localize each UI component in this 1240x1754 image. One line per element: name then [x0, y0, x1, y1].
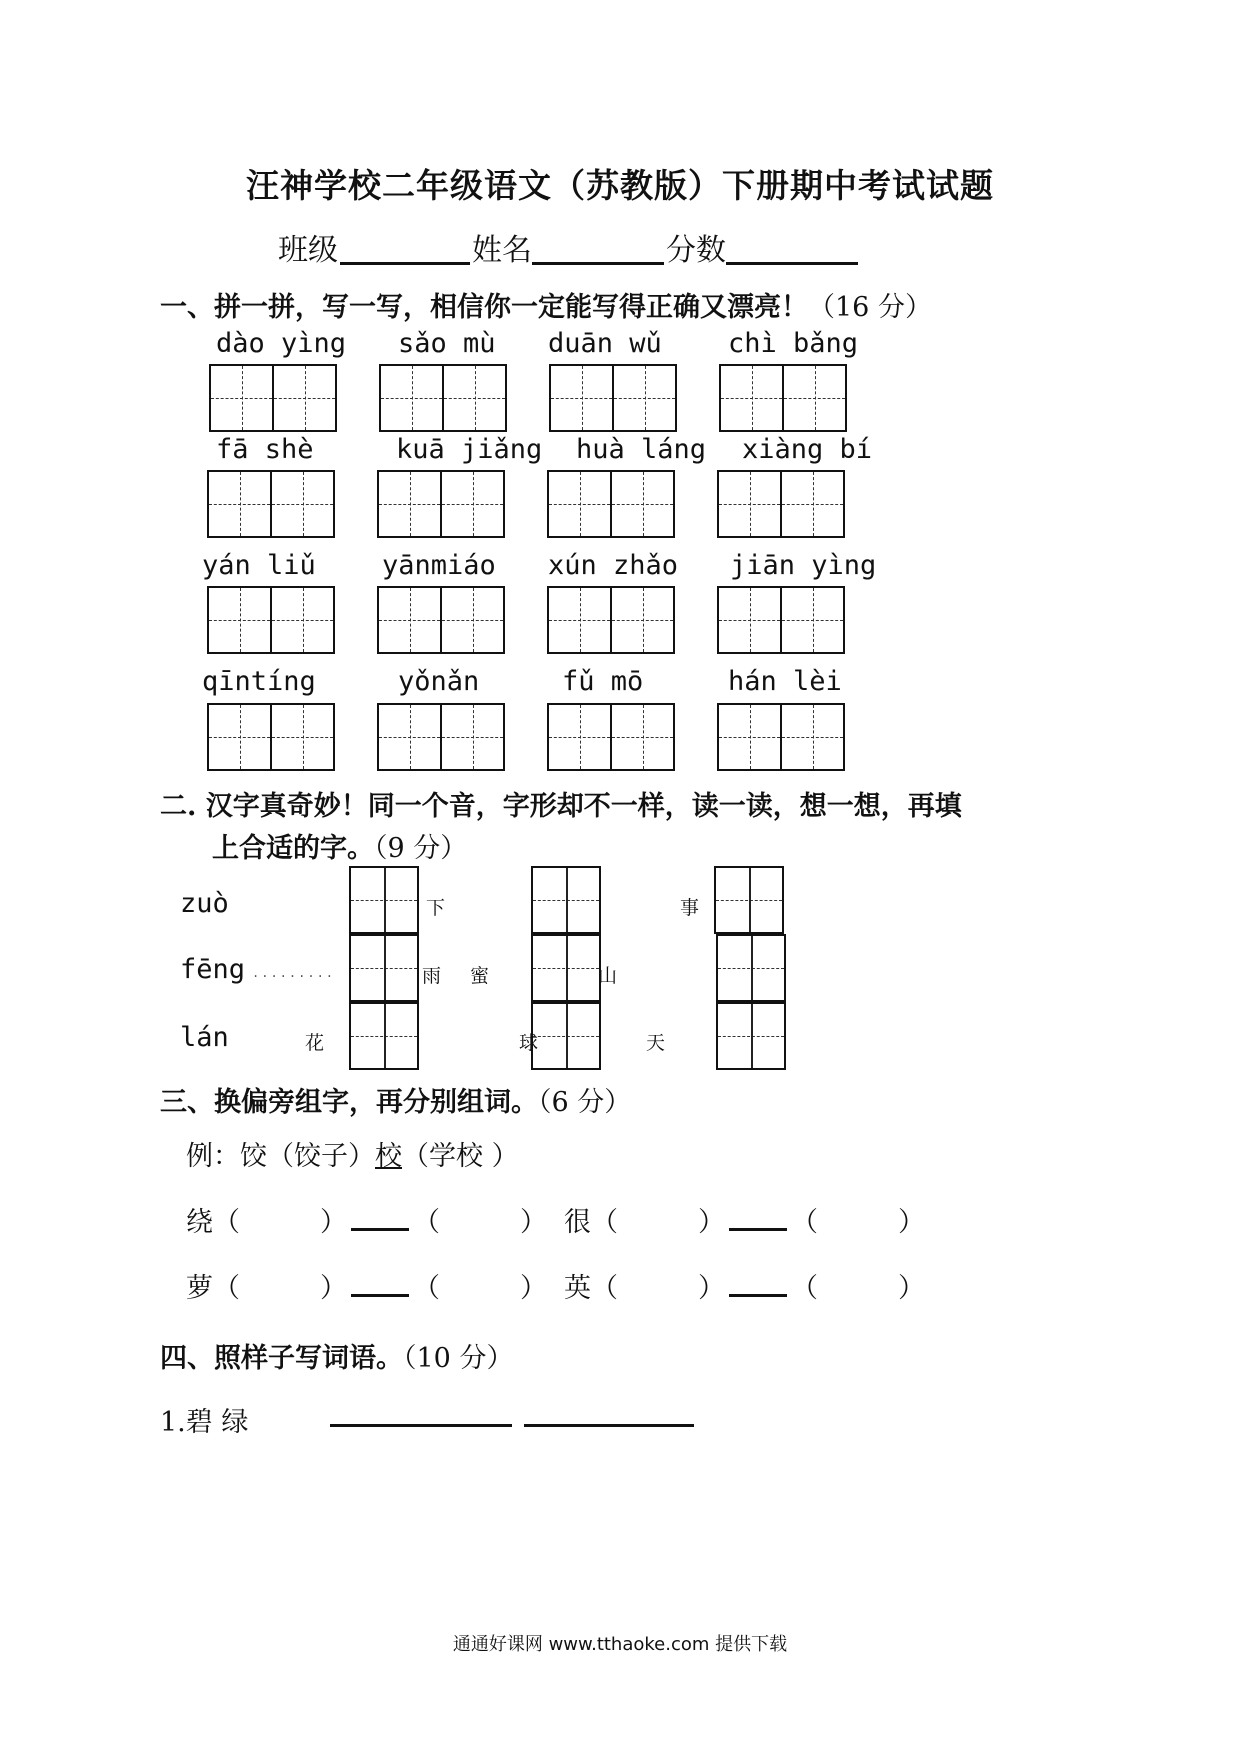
- char-grid-3-3[interactable]: [547, 586, 675, 654]
- class-field[interactable]: [340, 228, 470, 265]
- section3-score: （6 分）: [538, 1087, 632, 1118]
- char-grid-1-4[interactable]: [719, 364, 847, 432]
- paren-open: （: [213, 1273, 240, 1304]
- pinyin-1-2: sǎo mù: [398, 328, 496, 359]
- char-grid-4-4[interactable]: [717, 703, 845, 771]
- char-grid-4-3[interactable]: [547, 703, 675, 771]
- section2-score: （9 分）: [374, 833, 468, 864]
- radical-char: 绕: [186, 1207, 213, 1238]
- hint-lan-3: 天: [646, 1032, 666, 1054]
- char-grid-1-3[interactable]: [549, 364, 677, 432]
- section2-heading: 二. 汉字真奇妙！同一个音，字形却不一样，读一读，想一想，再填: [160, 791, 962, 822]
- section2-pinyin-feng: fēng: [180, 954, 246, 985]
- hint-feng-2: 蜜: [470, 965, 490, 987]
- fill-box-feng-2[interactable]: [531, 934, 601, 1002]
- paren-close: ）: [698, 1273, 725, 1304]
- radical-char: 很: [564, 1207, 591, 1238]
- pinyin-4-2: yǒnǎn: [398, 666, 480, 697]
- fill-box-lan-3[interactable]: [716, 1002, 786, 1070]
- example-prefix: 例：饺（饺子）: [186, 1141, 375, 1172]
- page-title: 汪神学校二年级语文（苏教版）下册期中考试试题: [246, 166, 994, 205]
- section2-heading-line2-text: 上合适的字。: [212, 833, 374, 864]
- example-char: 校: [375, 1141, 402, 1172]
- radical-item-4: [564, 1266, 925, 1305]
- new-char-blank[interactable]: [351, 1270, 409, 1297]
- section4-item1: 1.碧 绿: [160, 1407, 249, 1438]
- name-field[interactable]: [532, 228, 664, 265]
- pinyin-4-3: fǔ mō: [562, 666, 644, 697]
- hint-lan-1: 花: [305, 1032, 325, 1054]
- score-label: 分数: [666, 233, 726, 268]
- pinyin-2-4: xiàng bí: [742, 434, 873, 465]
- char-grid-3-2[interactable]: [377, 586, 505, 654]
- paren-open: （: [413, 1207, 440, 1238]
- section4-heading: [160, 1336, 513, 1375]
- pinyin-3-1: yán liǔ: [202, 550, 316, 581]
- pinyin-4-4: hán lèi: [728, 666, 842, 697]
- footer-text: 通通好课网 www.tthaoke.com 提供下载: [452, 1634, 788, 1655]
- name-label: 姓名: [472, 233, 532, 268]
- fill-box-zuo-1[interactable]: [349, 866, 419, 934]
- section2-heading-line2: [212, 826, 467, 865]
- fill-box-lan-1[interactable]: [349, 1002, 419, 1070]
- paren-open: （: [213, 1207, 240, 1238]
- section2-pinyin-lan: lán: [180, 1022, 229, 1053]
- fill-box-zuo-2[interactable]: [531, 866, 601, 934]
- paren-open: （: [591, 1207, 618, 1238]
- pinyin-1-4: chì bǎng: [728, 328, 859, 359]
- new-char-blank[interactable]: [729, 1270, 787, 1297]
- section1-score: （16 分）: [808, 292, 932, 323]
- word-blank-1[interactable]: [330, 1424, 512, 1427]
- dotted-leader: .........: [252, 966, 336, 980]
- paren-close: ）: [520, 1273, 547, 1304]
- section3-heading-text: 三、换偏旁组字，再分别组词。: [160, 1087, 538, 1118]
- paren-open: （: [413, 1273, 440, 1304]
- pinyin-2-3: huà láng: [576, 434, 707, 465]
- paren-close: ）: [320, 1207, 347, 1238]
- pinyin-1-1: dào yìng: [216, 328, 347, 359]
- fill-box-lan-2[interactable]: [531, 1002, 601, 1070]
- pinyin-4-1: qīntíng: [202, 666, 316, 697]
- new-char-blank[interactable]: [729, 1204, 787, 1231]
- hint-zuo-1: 下: [426, 897, 446, 919]
- section4-heading-text: 四、照样子写词语。: [160, 1343, 403, 1374]
- paren-close: ）: [320, 1273, 347, 1304]
- paren-close: ）: [898, 1207, 925, 1238]
- example-suffix: （学校 ）: [402, 1141, 519, 1172]
- pinyin-3-2: yānmiáo: [382, 550, 496, 581]
- hint-feng-3: 山: [598, 965, 618, 987]
- section3-heading: [160, 1080, 631, 1119]
- paren-open: （: [591, 1273, 618, 1304]
- section4-score: （10 分）: [403, 1343, 514, 1374]
- radical-char: 英: [564, 1273, 591, 1304]
- hint-lan-2: 球: [519, 1032, 539, 1054]
- pinyin-2-1: fā shè: [216, 434, 314, 465]
- new-char-blank[interactable]: [351, 1204, 409, 1231]
- char-grid-2-3[interactable]: [547, 470, 675, 538]
- score-field[interactable]: [726, 228, 858, 265]
- section2-pinyin-zuo: zuò: [180, 888, 229, 919]
- section1-heading-text: 一、拼一拼，写一写，相信你一定能写得正确又漂亮！: [160, 292, 808, 323]
- paren-close: ）: [898, 1273, 925, 1304]
- char-grid-4-2[interactable]: [377, 703, 505, 771]
- char-grid-1-1[interactable]: [209, 364, 337, 432]
- fill-box-zuo-3[interactable]: [714, 866, 784, 934]
- section3-example: [186, 1134, 519, 1173]
- char-grid-2-1[interactable]: [207, 470, 335, 538]
- radical-char: 萝: [186, 1273, 213, 1304]
- word-blank-2[interactable]: [524, 1424, 694, 1427]
- fill-box-feng-3[interactable]: [716, 934, 786, 1002]
- radical-item-3: [186, 1266, 547, 1305]
- radical-item-1: [186, 1200, 547, 1239]
- pinyin-1-3: duān wǔ: [548, 328, 662, 359]
- hint-feng-1: 雨: [422, 965, 442, 987]
- char-grid-2-2[interactable]: [377, 470, 505, 538]
- fill-box-feng-1[interactable]: [349, 934, 419, 1002]
- pinyin-2-2: kuā jiǎng: [396, 434, 543, 465]
- class-label: 班级: [278, 233, 338, 268]
- char-grid-3-1[interactable]: [207, 586, 335, 654]
- radical-item-2: [564, 1200, 925, 1239]
- paren-open: （: [791, 1207, 818, 1238]
- paren-close: ）: [698, 1207, 725, 1238]
- pinyin-3-4: jiān yìng: [730, 550, 877, 581]
- char-grid-4-1[interactable]: [207, 703, 335, 771]
- char-grid-1-2[interactable]: [379, 364, 507, 432]
- hint-zuo-2: 事: [680, 897, 700, 919]
- section1-heading: [160, 285, 932, 324]
- paren-open: （: [791, 1273, 818, 1304]
- char-grid-2-4[interactable]: [717, 470, 845, 538]
- pinyin-3-3: xún zhǎo: [548, 550, 679, 581]
- paren-close: ）: [520, 1207, 547, 1238]
- char-grid-3-4[interactable]: [717, 586, 845, 654]
